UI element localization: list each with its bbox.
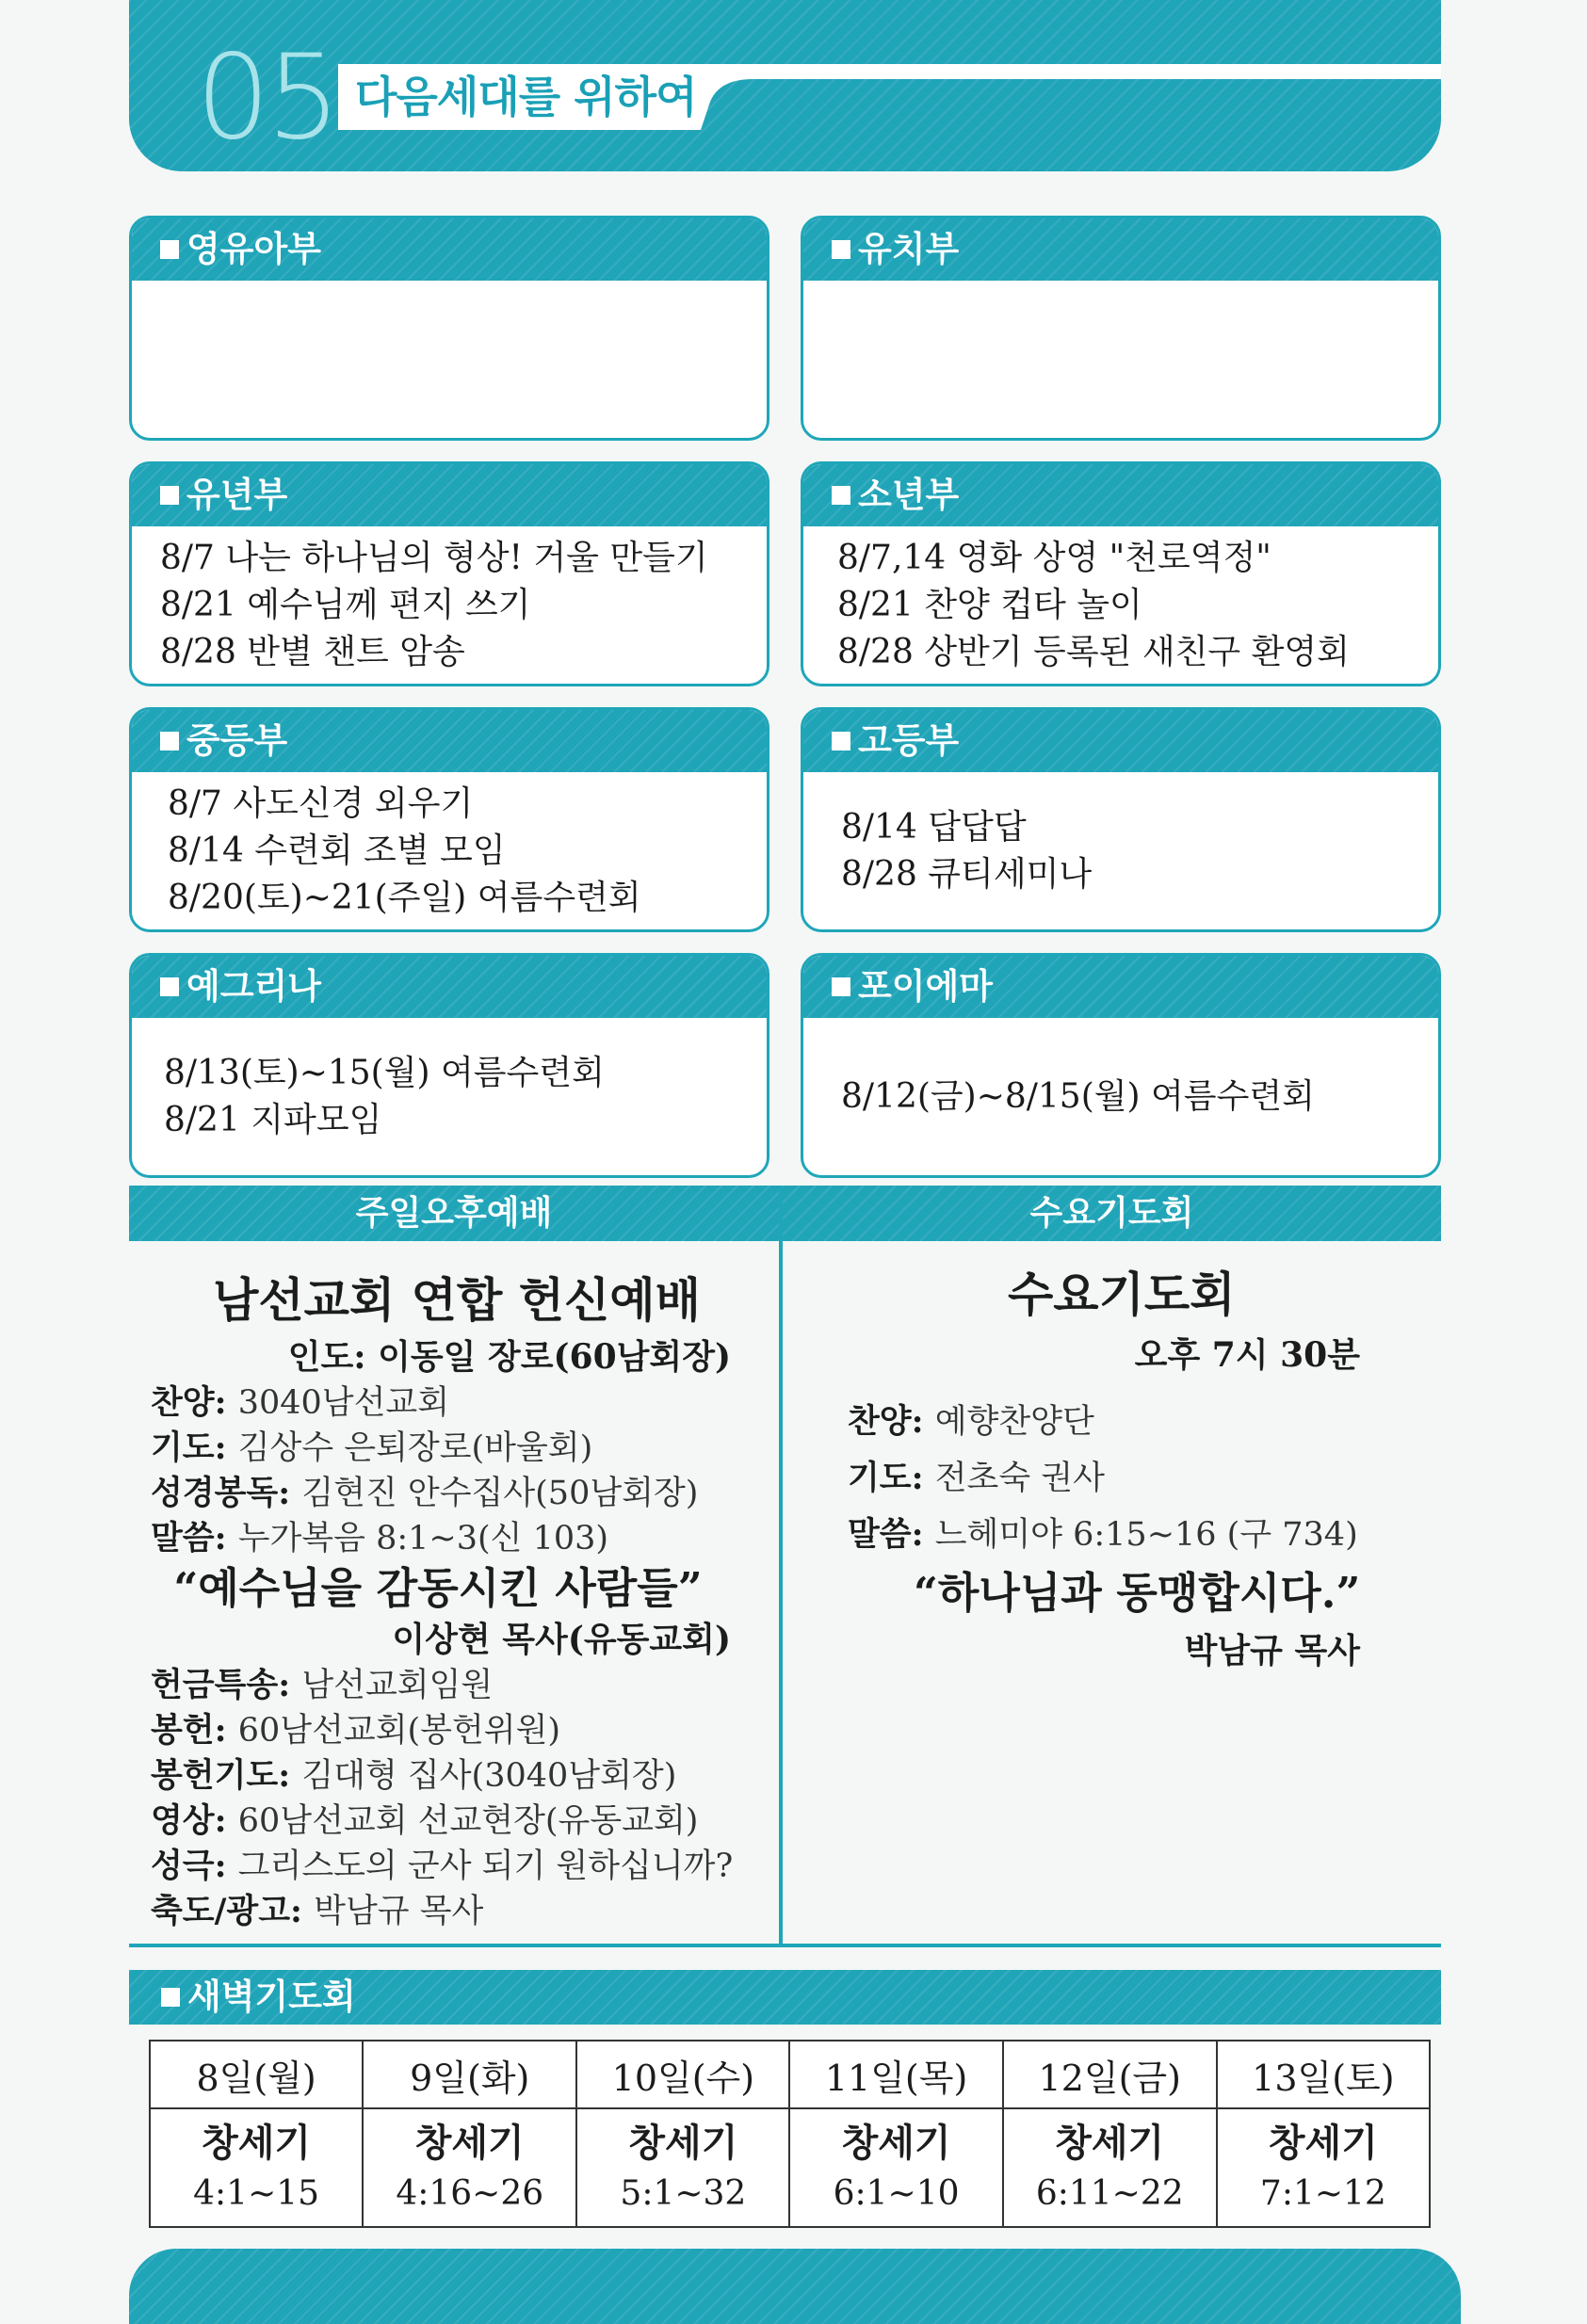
sunday-service (151, 1267, 763, 1934)
reading-book: 창세기 (841, 2121, 951, 2165)
order-row: 봉헌기도: 김대형 집사(3040남회장) (151, 1756, 677, 1795)
service-time: 오후 7시 30분 (1134, 1335, 1360, 1375)
section-number: 05 (196, 30, 337, 166)
day-cell: 13일(토) (1217, 2041, 1430, 2108)
schedule-line: 8/21 찬양 컵타 놀이 (837, 585, 1142, 624)
order-row: 기도: 전초숙 권사 (848, 1459, 1105, 1497)
day-cell: 11일(목) (789, 2041, 1002, 2108)
order-label: 축도/광고 (151, 1892, 291, 1930)
order-value: 남선교회임원 (301, 1667, 494, 1704)
preacher: 박남규 목사 (1184, 1631, 1360, 1670)
order-row: 찬양: 3040남선교회 (151, 1383, 450, 1422)
sermon-title: “예수님을 감동시킨 사람들” (173, 1563, 703, 1613)
order-value: 60남선교회 선교현장(유동교회) (237, 1802, 699, 1840)
order-row: 헌금특송: 남선교회임원 (151, 1666, 494, 1704)
dept-name: 포이에마 (858, 966, 993, 1007)
schedule-line: 8/14 답답답 (841, 807, 1027, 847)
dept-schedule (132, 772, 767, 929)
dept-name: 유치부 (858, 229, 960, 269)
order-label: 봉헌기도 (151, 1756, 279, 1795)
page-footer-band (129, 2249, 1461, 2324)
table-row (150, 2041, 1430, 2108)
order-value: 전초숙 권사 (934, 1460, 1105, 1497)
order-row: 봉헌: 60남선교회(봉헌위원) (151, 1711, 561, 1750)
reading-cell (363, 2108, 576, 2227)
dept-box-infant (129, 216, 769, 441)
dept-box-elementary-lower (129, 461, 769, 686)
dept-schedule (803, 526, 1438, 684)
sunday-service-header: 주일오후예배 (129, 1186, 779, 1241)
order-value: 김현진 안수집사(50남회장) (301, 1475, 699, 1512)
dawn-prayer-title: 새벽기도회 (187, 1977, 356, 2017)
reading-range: 6:1~10 (833, 2174, 960, 2213)
sermon-title: “하나님과 동맹합시다.” (914, 1568, 1361, 1618)
schedule-line: 8/20(토)~21(주일) 여름수련회 (168, 878, 641, 917)
schedule-line: 8/28 큐티세미나 (841, 854, 1093, 894)
square-bullet-icon (832, 977, 850, 996)
order-value: 60남선교회(봉헌위원) (237, 1712, 561, 1750)
reading-book: 창세기 (1268, 2121, 1378, 2165)
order-row: 말씀: 느헤미야 6:15~16 (구 734) (848, 1515, 1358, 1554)
order-label: 영상 (151, 1801, 215, 1840)
reading-book: 창세기 (628, 2121, 738, 2165)
reading-range: 6:11~22 (1035, 2174, 1184, 2213)
table-row (150, 2108, 1430, 2227)
day-cell: 10일(수) (576, 2041, 789, 2108)
reading-book: 창세기 (1055, 2121, 1165, 2165)
dept-schedule (803, 772, 1438, 929)
order-label: 봉헌 (151, 1711, 215, 1750)
reading-cell (789, 2108, 1002, 2227)
schedule-line: 8/7 사도신경 외우기 (168, 783, 474, 823)
order-row: 영상: 60남선교회 선교현장(유동교회) (151, 1801, 699, 1840)
dept-header (132, 218, 767, 281)
dept-header (803, 464, 1438, 526)
dept-schedule (132, 281, 767, 438)
dept-name: 소년부 (858, 475, 960, 515)
reading-cell (1003, 2108, 1217, 2227)
section-title-tab (338, 64, 1441, 130)
order-value: 누가복음 8:1~3(신 103) (237, 1520, 609, 1557)
order-row: 성극: 그리스도의 군사 되기 원하십니까? (151, 1847, 734, 1885)
dawn-prayer-header (129, 1970, 1441, 2025)
service-divider (779, 1186, 783, 1945)
order-label: 성경봉독 (151, 1474, 279, 1512)
order-value: 박남규 목사 (314, 1893, 484, 1930)
reading-range: 4:16~26 (396, 2174, 544, 2213)
order-row: 찬양: 예향찬양단 (848, 1402, 1094, 1441)
dept-name: 고등부 (858, 720, 960, 761)
schedule-line: 8/7,14 영화 상영 "천로역정" (837, 538, 1271, 577)
dept-header (132, 710, 767, 772)
section-title: 다음세대를 위하여 (355, 72, 697, 122)
square-bullet-icon (160, 240, 179, 259)
dept-box-high-school (801, 707, 1441, 932)
schedule-line: 8/13(토)~15(월) 여름수련회 (164, 1053, 605, 1092)
order-label: 성극 (151, 1847, 215, 1885)
day-cell: 12일(금) (1003, 2041, 1217, 2108)
service-leader: 인도: 이동일 장로(60남회장) (287, 1337, 731, 1377)
wednesday-service-header: 수요기도회 (783, 1186, 1441, 1241)
order-label: 헌금특송 (151, 1666, 279, 1704)
order-label: 기도 (848, 1459, 912, 1497)
order-row: 축도/광고: 박남규 목사 (151, 1892, 484, 1930)
dept-schedule (803, 281, 1438, 438)
dept-name: 중등부 (186, 720, 288, 761)
order-value: 그리스도의 군사 되기 원하십니까? (237, 1848, 734, 1885)
order-value: 예향찬양단 (934, 1403, 1094, 1441)
order-label: 기도 (151, 1428, 215, 1467)
order-row: 성경봉독: 김현진 안수집사(50남회장) (151, 1474, 699, 1512)
dept-header (803, 710, 1438, 772)
dept-box-elementary-upper (801, 461, 1441, 686)
section-header (129, 0, 1441, 171)
reading-cell (150, 2108, 363, 2227)
reading-cell (576, 2108, 789, 2227)
preacher: 이상현 목사(유동교회) (392, 1620, 731, 1659)
reading-range: 5:1~32 (620, 2174, 747, 2213)
square-bullet-icon (160, 486, 179, 505)
square-bullet-icon (160, 732, 179, 750)
order-row: 기도: 김상수 은퇴장로(바울회) (151, 1428, 593, 1467)
square-bullet-icon (832, 240, 850, 259)
square-bullet-icon (160, 977, 179, 996)
wednesday-service (848, 1262, 1413, 1678)
dept-box-kindergarten (801, 216, 1441, 441)
square-bullet-icon (161, 1988, 180, 2007)
reading-book: 창세기 (414, 2121, 525, 2165)
day-cell: 9일(화) (363, 2041, 576, 2108)
service-bottom-rule (129, 1944, 1441, 1947)
order-value: 김상수 은퇴장로(바울회) (237, 1429, 593, 1467)
order-value: 느헤미야 6:15~16 (구 734) (934, 1516, 1358, 1554)
dept-name: 유년부 (186, 475, 288, 515)
service-title: 수요기도회 (1008, 1267, 1236, 1322)
reading-cell (1217, 2108, 1430, 2227)
dept-schedule (132, 526, 767, 684)
schedule-line: 8/12(금)~8/15(월) 여름수련회 (841, 1076, 1315, 1116)
dept-name: 예그리나 (186, 966, 321, 1007)
service-title: 남선교회 연합 헌신예배 (213, 1272, 701, 1328)
dept-header (803, 956, 1438, 1018)
dept-box-yegreena (129, 953, 769, 1178)
order-label: 찬양 (848, 1402, 912, 1441)
schedule-line: 8/14 수련회 조별 모임 (168, 831, 506, 870)
order-label: 찬양 (151, 1383, 215, 1422)
dept-header (132, 464, 767, 526)
schedule-line: 8/28 반별 챈트 암송 (160, 632, 465, 671)
dept-name: 영유아부 (186, 229, 321, 269)
schedule-line: 8/7 나는 하나님의 형상! 거울 만들기 (160, 538, 708, 577)
reading-book: 창세기 (202, 2121, 312, 2165)
order-value: 김대형 집사(3040남회장) (301, 1757, 677, 1795)
dept-header (132, 956, 767, 1018)
schedule-line: 8/21 예수님께 편지 쓰기 (160, 585, 531, 624)
order-value: 3040남선교회 (237, 1384, 450, 1422)
order-label: 말씀 (151, 1519, 215, 1557)
dept-box-middle-school (129, 707, 769, 932)
dept-schedule (132, 1018, 767, 1175)
square-bullet-icon (832, 732, 850, 750)
schedule-line: 8/21 지파모임 (164, 1100, 382, 1139)
dept-header (803, 218, 1438, 281)
reading-range: 4:1~15 (193, 2174, 320, 2213)
order-row: 말씀: 누가복음 8:1~3(신 103) (151, 1519, 609, 1557)
order-label: 말씀 (848, 1515, 912, 1554)
square-bullet-icon (832, 486, 850, 505)
dept-schedule (803, 1018, 1438, 1175)
reading-range: 7:1~12 (1259, 2174, 1386, 2213)
dept-box-poiema (801, 953, 1441, 1178)
schedule-line: 8/28 상반기 등록된 새친구 환영회 (837, 632, 1350, 671)
dawn-prayer-table (149, 2040, 1431, 2228)
day-cell: 8일(월) (150, 2041, 363, 2108)
